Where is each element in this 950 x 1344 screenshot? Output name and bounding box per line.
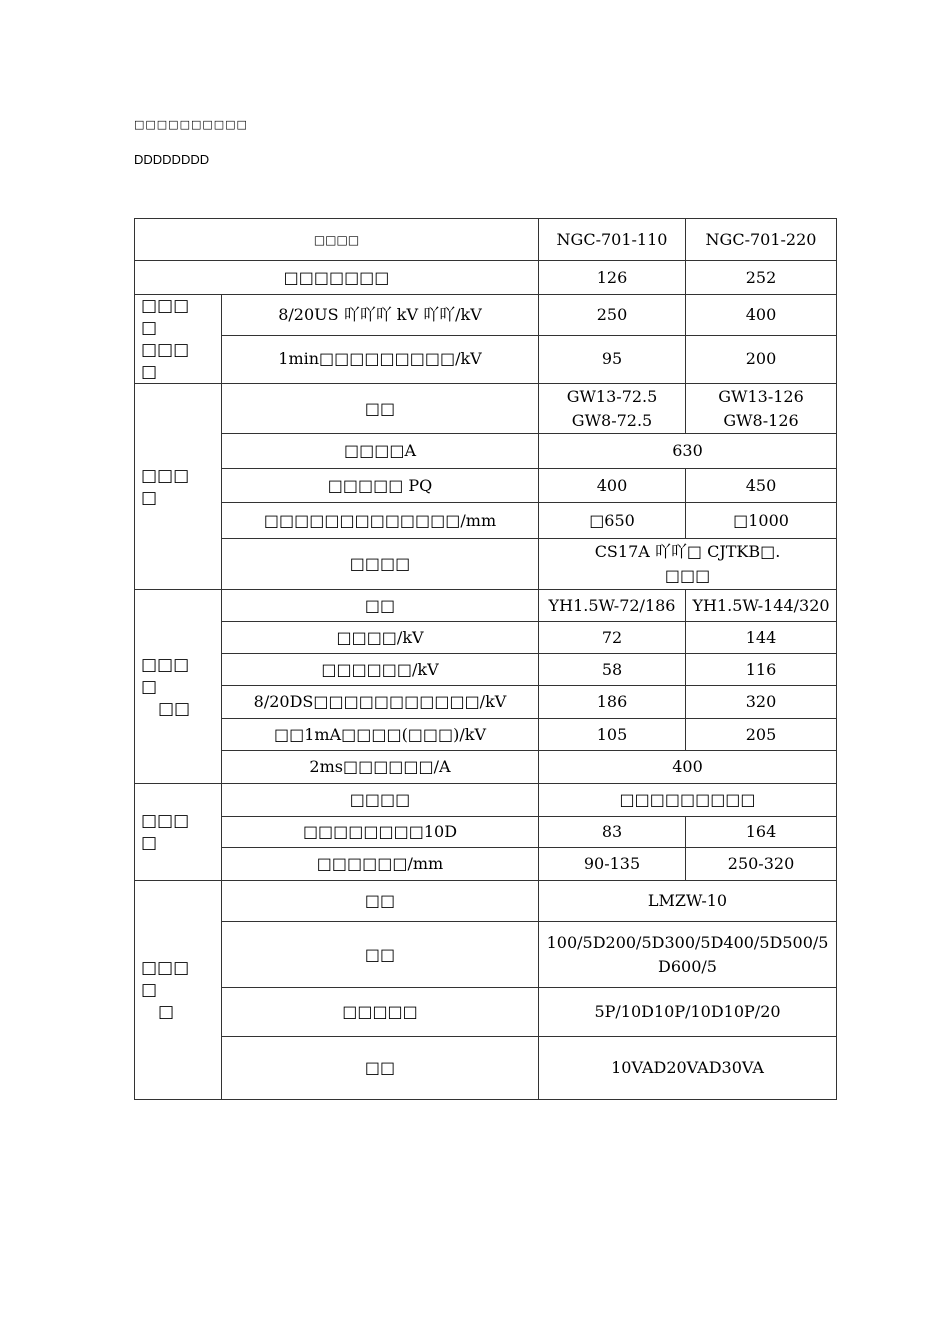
ct-model-label: □□ [222, 881, 539, 922]
insulator-value-110: 90-135 [539, 848, 686, 881]
insulator-value-220: 164 [686, 817, 837, 848]
arrester-row-label: 8/20DS□□□□□□□□□□□/kV [222, 686, 539, 719]
arrester-value-110: 72 [539, 622, 686, 654]
switch-mechanism-label: □□□□ [222, 539, 539, 590]
document-heading: □□□□□□□□□□ [134, 118, 248, 131]
switch-resistance-220: 450 [686, 469, 837, 503]
document-subheading: DDDDDDDD [134, 152, 210, 167]
insulation-value-220: 400 [686, 295, 837, 336]
table-row [135, 719, 837, 751]
arrester-value-110: 105 [539, 719, 686, 751]
ct-ratio-label: □□ [222, 922, 539, 988]
insulation-value-220: 200 [686, 335, 837, 383]
switch-model-label: □□ [222, 384, 539, 434]
table-row [135, 384, 837, 434]
arrester-value-110: 186 [539, 686, 686, 719]
table-row [135, 784, 837, 817]
insulator-group-label: □□□ □ [135, 784, 222, 881]
ct-accuracy-value: 5P/10D10P/10D10P/20 [539, 988, 837, 1037]
switch-model-220: GW13-126 GW8-126 [686, 384, 837, 434]
switch-mechanism-value: CS17A 吖吖□ CJTKB□. □□□ [539, 539, 837, 590]
table-row [135, 988, 837, 1037]
table-row [135, 622, 837, 654]
ct-group-label: □□□ □ □ [135, 881, 222, 1100]
table-row [135, 590, 837, 622]
switch-model-110: GW13-72.5 GW8-72.5 [539, 384, 686, 434]
header-model-220: NGC-701-220 [686, 219, 837, 261]
insulator-type-label: □□□□ [222, 784, 539, 817]
insulator-value-110: 83 [539, 817, 686, 848]
header-model-110: NGC-701-110 [539, 219, 686, 261]
table-row [135, 469, 837, 503]
switch-resistance-label: □□□□□ ΡQ [222, 469, 539, 503]
rated-voltage-220: 252 [686, 261, 837, 295]
spec-table [134, 218, 837, 1100]
insulation-row-label: 8/20US 吖吖吖 kV 吖吖/kV [222, 295, 539, 336]
table-row [135, 1037, 837, 1100]
table-row [135, 434, 837, 469]
arrester-row-label: □□□□/kV [222, 622, 539, 654]
switch-resistance-110: 400 [539, 469, 686, 503]
arrester-surge-label: 2ms□□□□□□/A [222, 751, 539, 784]
table-row [135, 654, 837, 686]
insulation-value-110: 95 [539, 335, 686, 383]
switch-current-value: 630 [539, 434, 837, 469]
insulator-row-label: □□□□□□/mm [222, 848, 539, 881]
insulator-type-value: □□□□□□□□□ [539, 784, 837, 817]
table-row [135, 539, 837, 590]
rated-voltage-110: 126 [539, 261, 686, 295]
switch-group-label: □□□ □ [135, 384, 222, 590]
table-row [135, 881, 837, 922]
switch-distance-label: □□□□□□□□□□□□□/mm [222, 503, 539, 539]
table-header-row [135, 219, 837, 261]
rated-voltage-label: □□□□□□□ [135, 261, 539, 295]
arrester-model-label: □□ [222, 590, 539, 622]
arrester-group-label: □□□ □ □□ [135, 590, 222, 784]
arrester-value-220: 205 [686, 719, 837, 751]
insulation-row-label: 1min□□□□□□□□□/kV [222, 335, 539, 383]
arrester-value-220: 320 [686, 686, 837, 719]
ct-capacity-label: □□ [222, 1037, 539, 1100]
table-row [135, 503, 837, 539]
switch-distance-110: □650 [539, 503, 686, 539]
table-row [135, 686, 837, 719]
arrester-row-label: □□1mA□□□□(□□□)/kV [222, 719, 539, 751]
arrester-value-220: 144 [686, 622, 837, 654]
header-param-label: □□□□ [135, 219, 539, 261]
arrester-row-label: □□□□□□/kV [222, 654, 539, 686]
insulation-value-110: 250 [539, 295, 686, 336]
table-row [135, 751, 837, 784]
arrester-value-110: 58 [539, 654, 686, 686]
table-row [135, 261, 837, 295]
ct-capacity-value: 10VAD20VAD30VA [539, 1037, 837, 1100]
ct-model-value: LMZW-10 [539, 881, 837, 922]
table-row [135, 817, 837, 848]
table-row [135, 335, 837, 383]
table-row [135, 295, 837, 336]
switch-current-label: □□□□A [222, 434, 539, 469]
insulator-value-220: 250-320 [686, 848, 837, 881]
switch-distance-220: □1000 [686, 503, 837, 539]
insulation-group-label: □□□ □ □□□ □ [135, 295, 222, 384]
arrester-surge-value: 400 [539, 751, 837, 784]
ct-ratio-value: 100/5D200/5D300/5D400/5D500/5 D600/5 [539, 922, 837, 988]
ct-accuracy-label: □□□□□ [222, 988, 539, 1037]
table-row [135, 922, 837, 988]
table-row [135, 848, 837, 881]
arrester-model-110: YH1.5W-72/186 [539, 590, 686, 622]
insulator-row-label: □□□□□□□□10D [222, 817, 539, 848]
arrester-model-220: YH1.5W-144/320 [686, 590, 837, 622]
arrester-value-220: 116 [686, 654, 837, 686]
